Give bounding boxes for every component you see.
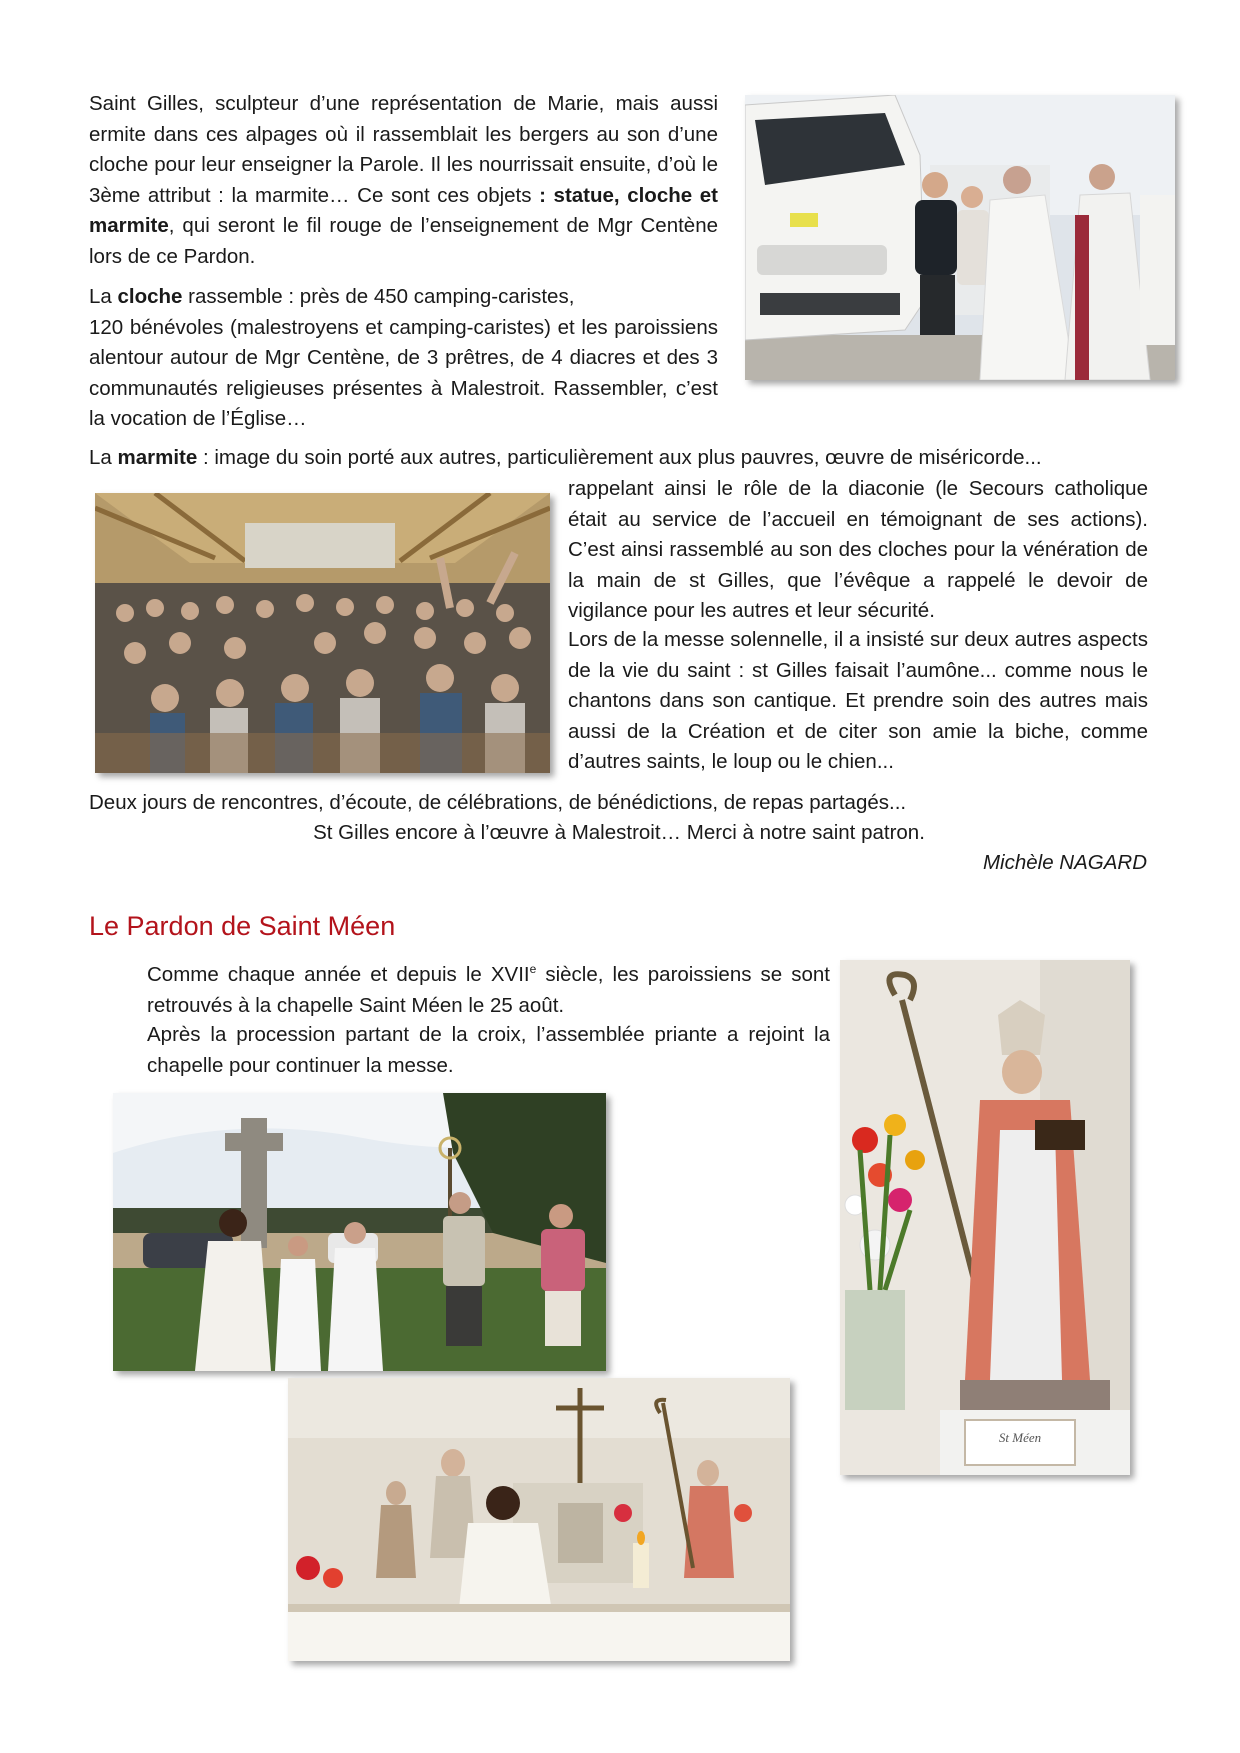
article2-paragraph-2: Après la procession partant de la croix, l’assemblée priante a rejoint la chapelle pour continuer la messe.: [147, 1023, 830, 1077]
photo-procession-cross: [113, 1093, 606, 1371]
p2-text-a: La: [89, 285, 118, 308]
a2-p1-sup: e: [529, 962, 537, 977]
article1-paragraph-2: [89, 282, 718, 435]
p3-text-b: : image du soin porté aux autres, particulièrement aux plus pauvres, œuvre de miséricorde...: [197, 446, 1042, 469]
article1-paragraph-1: [89, 89, 718, 272]
p2-text-b: rassemble : près de 450 camping-caristes,: [182, 285, 575, 308]
section-title-pardon-saint-meen: Le Pardon de Saint Méen: [89, 911, 396, 941]
p3-bold: marmite: [117, 446, 198, 469]
p3-text-a: La: [89, 446, 118, 469]
a2-p1-text-b: siècle, les paroissiens se sont retrouvés à la chapelle Saint Méen le 25 août.: [147, 963, 830, 1017]
p1-bold: : statue, cloche et marmite: [89, 183, 718, 237]
p2-bold: cloche: [117, 285, 183, 308]
article2-paragraph-1: [147, 960, 830, 1021]
article1-paragraph-4: rappelant ainsi le rôle de la diaconie (le Secours catholique était au service de l’accueil en témoignant de ses actions). C’est ainsi rassemblé au son des cloches pour la vénération de la main de st Gilles, que l’évêque a rappelé le devoir de vigilance pour les autres et leur sécurité.: [568, 477, 1148, 622]
photo-communal-meal: [95, 493, 550, 773]
article1-paragraph-7: St Gilles encore à l’œuvre à Malestroit… Merci à notre saint patron.: [313, 821, 925, 844]
article1-signature: Michèle NAGARD: [982, 851, 1147, 874]
article1-paragraph-3: [89, 443, 1149, 474]
p2-text-c: 120 bénévoles (malestroyens et camping-caristes) et les paroissiens alentour autour de Mgr Centène, de 3 prêtres, de 4 diacres et des 3 communautés religieuses présentes à Malestroit. Rassembler, c’est la vocation de l’Église…: [89, 315, 718, 430]
article1-paragraph-6: Deux jours de rencontres, d’écoute, de célébrations, de bénédictions, de repas partagés...: [89, 791, 907, 814]
photo-statue-saint-meen: [840, 960, 1130, 1475]
statue-label-text: St Méen: [998, 1430, 1042, 1445]
photo-camping-car-blessing: [745, 95, 1175, 380]
photo-mass-in-chapel: [288, 1378, 790, 1661]
p1-text-a: Saint Gilles, sculpteur d’une représentation de Marie, mais aussi ermite dans ces alpages où il rassemblait les bergers au son d’une cloche pour leur enseigner la Parole. Il les nourrissait ensuite, d’où le 3ème attribut : la marmite… Ce sont ces objets: [89, 92, 718, 207]
a2-p1-text-a: Comme chaque année et depuis le XVII: [147, 963, 530, 986]
p1-text-b: , qui seront le fil rouge de l’enseignement de Mgr Centène lors de ce Pardon.: [89, 214, 718, 268]
article1-paragraph-5: Lors de la messe solennelle, il a insisté sur deux autres aspects de la vie du saint : st Gilles faisait l’aumône... comme nous le chantons dans son cantique. Et prendre soin des autres mais aussi de la Création et de citer son amie la biche, comme d’autres saints, le loup ou le chien...: [568, 628, 1148, 773]
